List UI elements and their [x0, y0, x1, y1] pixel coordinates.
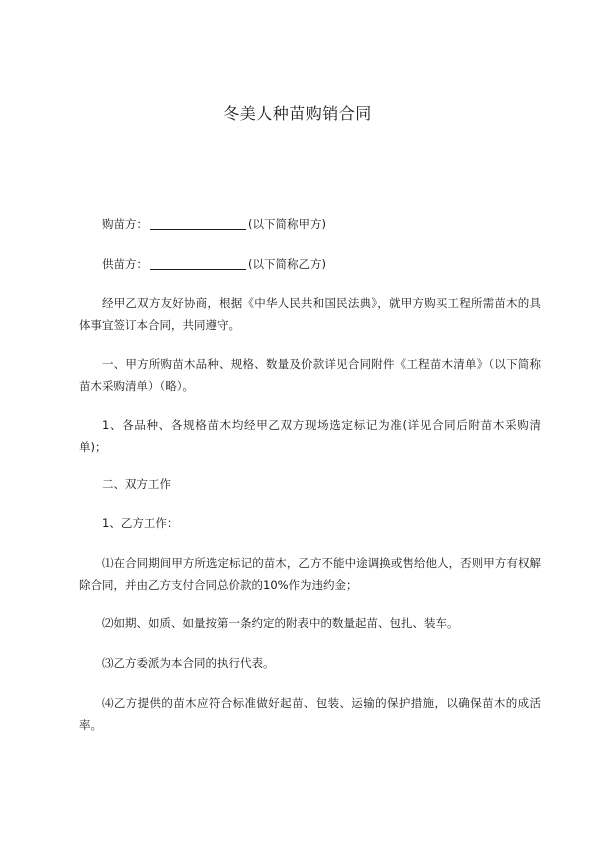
- clause-2-1-heading: 1、乙方工作：: [102, 516, 179, 530]
- clause-1-paragraph: 一、甲方所购苗木品种、规格、数量及价款详见合同附件《工程苗木清单》（以下简称苗木采购清单）（略）。: [79, 357, 541, 393]
- item-2-paragraph: ⑵如期、如质、如量按第一条约定的附表中的数量起苗、包扎、装车。: [102, 616, 459, 630]
- intro-paragraph: 经甲乙双方友好协商，根据《中华人民共和国民法典》，就甲方购买工程所需苗木的具体事宜签订本合同，共同遵守。: [79, 296, 541, 332]
- clause-2-heading: 二、双方工作: [102, 477, 171, 491]
- seller-label: 供苗方：: [102, 257, 148, 271]
- document-title: 冬美人种苗购销合同: [223, 104, 372, 123]
- clause-1-1-paragraph: 1、各品种、各规格苗木均经甲乙双方现场选定标记为准(详见合同后附苗木采购清单)；: [79, 418, 541, 454]
- buyer-suffix: (以下简称甲方): [248, 217, 326, 231]
- buyer-line: [79, 213, 541, 235]
- item-1-paragraph: ⑴在合同期间甲方所选定标记的苗木，乙方不能中途调换或售给他人，否则甲方有权解除合同，并由乙方支付合同总价款的10%作为违约金；: [79, 556, 541, 592]
- buyer-label: 购苗方：: [102, 217, 148, 231]
- buyer-blank-field: [150, 217, 246, 230]
- item-4-paragraph: ⑷乙方提供的苗木应符合标准做好起苗、包装、运输的保护措施，以确保苗木的成活率。: [79, 696, 541, 732]
- seller-line: [79, 253, 541, 275]
- seller-suffix: (以下简称乙方): [248, 257, 326, 271]
- seller-blank-field: [150, 257, 246, 270]
- item-3-paragraph: ⑶乙方委派为本合同的执行代表。: [102, 656, 275, 670]
